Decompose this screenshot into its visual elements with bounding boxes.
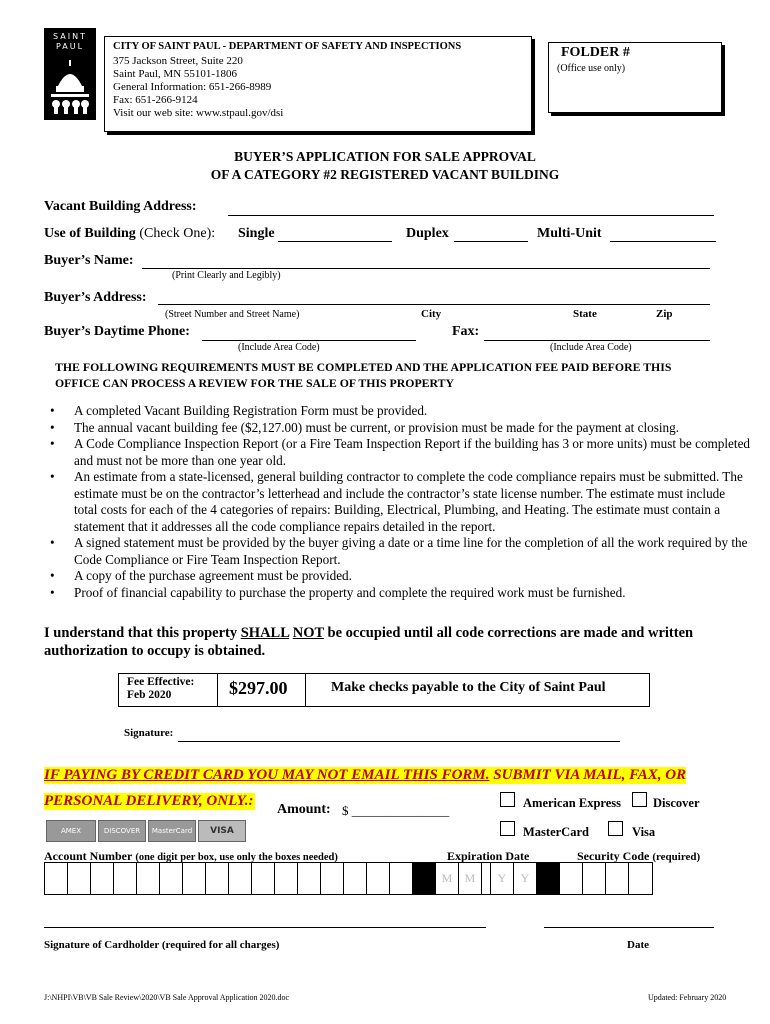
multi-unit-option-field[interactable] bbox=[610, 241, 716, 242]
department-name: CITY OF SAINT PAUL - DEPARTMENT OF SAFETY AND INSPECTIONS bbox=[113, 41, 462, 52]
security-code-hint: (required) bbox=[652, 851, 701, 863]
form-title-line1: BUYER’S APPLICATION FOR SALE APPROVAL bbox=[234, 149, 536, 164]
requirement-item: • A completed Vacant Building Registration Form must be provided. bbox=[44, 403, 750, 420]
document-path: J:\NHPI\VB\VB Sale Review\2020\VB Sale Approval Application 2020.doc bbox=[44, 993, 290, 1002]
department-address-1: 375 Jackson Street, Suite 220 bbox=[113, 55, 243, 67]
credit-card-warning-line1 bbox=[44, 767, 686, 784]
security-code-box[interactable] bbox=[560, 863, 583, 894]
discover-label: Discover bbox=[653, 796, 700, 810]
state-hint: State bbox=[573, 308, 597, 320]
occupancy-not: NOT bbox=[292, 625, 324, 641]
account-number-label: Account Number bbox=[44, 849, 133, 863]
card-digit-box[interactable] bbox=[114, 863, 137, 894]
discover-logo: DISCOVER bbox=[98, 820, 146, 842]
card-digit-box[interactable] bbox=[206, 863, 229, 894]
visa-checkbox[interactable] bbox=[608, 821, 623, 836]
amex-logo: AMEX bbox=[46, 820, 96, 842]
security-code-box[interactable] bbox=[606, 863, 629, 894]
mastercard-label: MasterCard bbox=[523, 825, 589, 839]
requirements-list bbox=[44, 403, 750, 601]
requirements-heading-1: THE FOLLOWING REQUIREMENTS MUST BE COMPLETED AND THE APPLICATION FEE PAID BEFORE THIS bbox=[55, 360, 672, 374]
checks-payable-note: Make checks payable to the City of Saint Paul bbox=[331, 680, 606, 695]
updated-date: Updated: February 2020 bbox=[648, 993, 727, 1002]
fee-divider-1 bbox=[217, 674, 218, 706]
daytime-phone-field[interactable] bbox=[202, 340, 416, 341]
signature-field[interactable] bbox=[178, 741, 620, 742]
duplex-option-field[interactable] bbox=[454, 241, 528, 242]
use-of-building-hint: (Check One): bbox=[139, 226, 216, 241]
credit-card-submit-via: SUBMIT VIA MAIL, FAX, OR bbox=[489, 767, 687, 783]
mastercard-checkbox[interactable] bbox=[500, 821, 515, 836]
fee-box bbox=[118, 673, 650, 707]
cardholder-signature-label: Signature of Cardholder (required for all charges) bbox=[44, 939, 280, 951]
card-digit-box[interactable] bbox=[344, 863, 367, 894]
street-hint: (Street Number and Street Name) bbox=[165, 309, 300, 320]
department-address-2: Saint Paul, MN 55101-1806 bbox=[113, 68, 238, 80]
requirement-item: • The annual vacant building fee ($2,127.00) must be current, or provision must be made for the payment at closing. bbox=[44, 420, 750, 437]
occupancy-shall: SHALL bbox=[240, 625, 290, 641]
exp-year-box-1[interactable]: Y bbox=[491, 863, 514, 894]
folder-note: (Office use only) bbox=[557, 63, 626, 74]
separator-box bbox=[413, 863, 436, 894]
fax-label: Fax: bbox=[452, 324, 480, 339]
duplex-option-label: Duplex bbox=[406, 226, 449, 241]
occupancy-statement-pre: I understand that this property bbox=[44, 625, 241, 641]
card-number-boxes bbox=[44, 862, 653, 895]
print-clearly-hint: (Print Clearly and Legibly) bbox=[172, 270, 281, 281]
daytime-phone-label: Buyer’s Daytime Phone: bbox=[44, 324, 190, 339]
fee-effective-label: Fee Effective: bbox=[127, 676, 195, 688]
discover-checkbox[interactable] bbox=[632, 792, 647, 807]
department-phone: General Information: 651-266-8989 bbox=[113, 81, 272, 93]
requirement-item: • A copy of the purchase agreement must be provided. bbox=[44, 568, 750, 585]
visa-label: Visa bbox=[632, 825, 656, 839]
buyer-address-field[interactable] bbox=[158, 304, 710, 305]
requirement-item: • An estimate from a state-licensed, general building contractor to complete the code compliance repairs must be submitted. The estimate must be on the contractor’s letterhead and include the contractor’s state license number. The estimate must include total costs for each of the 4 categories of repairs: Building, Electrical, Plumbing, and Heating. The estimate must contain a statement that it addresses all the code compliance repairs detailed in the report. bbox=[44, 469, 750, 535]
fax-field[interactable] bbox=[484, 340, 710, 341]
cardholder-date-field[interactable] bbox=[544, 927, 714, 928]
credit-card-warning-colon: : bbox=[248, 793, 254, 809]
form-title-line2: OF A CATEGORY #2 REGISTERED VACANT BUILDING bbox=[210, 167, 560, 182]
phone-area-code-hint: (Include Area Code) bbox=[238, 342, 320, 353]
credit-card-no-email: IF PAYING BY CREDIT CARD YOU MAY NOT EMAIL THIS FORM. bbox=[44, 767, 490, 783]
card-digit-box[interactable] bbox=[229, 863, 252, 894]
fee-divider-2 bbox=[305, 674, 306, 706]
security-code-box[interactable] bbox=[629, 863, 652, 894]
card-digit-box[interactable] bbox=[68, 863, 91, 894]
cardholder-signature-field[interactable] bbox=[44, 927, 486, 928]
card-digit-box[interactable] bbox=[275, 863, 298, 894]
occupancy-statement-post: be occupied until all code corrections are made and written bbox=[323, 625, 694, 641]
single-option-field[interactable] bbox=[278, 241, 392, 242]
expiration-date-label: Expiration Date bbox=[447, 849, 530, 863]
card-digit-box[interactable] bbox=[252, 863, 275, 894]
vacant-address-label: Vacant Building Address: bbox=[44, 199, 197, 214]
card-digit-box[interactable] bbox=[298, 863, 321, 894]
zip-hint: Zip bbox=[656, 308, 673, 320]
amount-label: Amount: bbox=[277, 802, 331, 817]
amount-field[interactable]: $ _______________ bbox=[342, 803, 450, 818]
buyer-name-label: Buyer’s Name: bbox=[44, 253, 134, 268]
card-digit-box[interactable] bbox=[183, 863, 206, 894]
city-logo bbox=[44, 28, 96, 120]
account-number-hint: (one digit per box, use only the boxes needed) bbox=[135, 852, 338, 863]
use-of-building-label: Use of Building bbox=[44, 226, 136, 241]
folder-box bbox=[548, 42, 722, 113]
occupancy-statement-line1 bbox=[44, 625, 693, 642]
buyer-address-label: Buyer’s Address: bbox=[44, 290, 147, 305]
card-digit-box[interactable] bbox=[45, 863, 68, 894]
card-digit-box[interactable] bbox=[137, 863, 160, 894]
fax-area-code-hint: (Include Area Code) bbox=[550, 342, 632, 353]
department-header-box bbox=[104, 36, 532, 132]
requirement-item: • Proof of financial capability to purchase the property and complete the required work must be furnished. bbox=[44, 585, 750, 602]
security-code-box[interactable] bbox=[583, 863, 606, 894]
folder-title: FOLDER # bbox=[561, 45, 630, 60]
multi-unit-option-label: Multi-Unit bbox=[537, 226, 602, 241]
card-digit-box[interactable] bbox=[91, 863, 114, 894]
exp-year-box-2[interactable]: Y bbox=[514, 863, 537, 894]
amex-label: American Express bbox=[523, 796, 622, 810]
separator-box bbox=[537, 863, 560, 894]
card-digit-box[interactable] bbox=[390, 863, 413, 894]
department-website[interactable]: Visit our web site: www.stpaul.gov/dsi bbox=[113, 107, 284, 119]
capitol-dome-icon bbox=[48, 56, 92, 116]
exp-month-box-1[interactable]: M bbox=[436, 863, 459, 894]
security-code-label: Security Code bbox=[577, 849, 650, 863]
buyer-name-field[interactable] bbox=[142, 268, 710, 269]
visa-logo: VISA bbox=[198, 820, 246, 842]
card-digit-box[interactable] bbox=[160, 863, 183, 894]
department-fax: Fax: 651-266-9124 bbox=[113, 94, 198, 106]
occupancy-statement-line2: authorization to occupy is obtained. bbox=[44, 643, 266, 659]
card-digit-box[interactable] bbox=[321, 863, 344, 894]
requirement-item: • A signed statement must be provided by the buyer giving a date or a time line for the completion of all the work required by the Code Compliance or Fire Team Inspection Report. bbox=[44, 535, 750, 568]
logo-text-saint: SAINT bbox=[53, 32, 87, 41]
requirements-heading-2: OFFICE CAN PROCESS A REVIEW FOR THE SALE OF THIS PROPERTY bbox=[55, 376, 455, 390]
requirement-item: • A Code Compliance Inspection Report (or a Fire Team Inspection Report if the building has 3 or more units) must be completed and must not be more than one year old. bbox=[44, 436, 750, 469]
exp-blank-box bbox=[482, 863, 491, 894]
cardholder-date-label: Date bbox=[627, 939, 649, 951]
use-of-building-row bbox=[44, 226, 215, 242]
logo-text-paul: PAUL bbox=[55, 42, 85, 51]
credit-card-personal-delivery: PERSONAL DELIVERY, ONLY. bbox=[44, 793, 249, 809]
signature-label: Signature: bbox=[124, 727, 174, 739]
amex-checkbox[interactable] bbox=[500, 792, 515, 807]
fee-amount: $297.00 bbox=[229, 678, 288, 698]
vacant-address-field[interactable] bbox=[228, 215, 714, 216]
fee-effective-date: Feb 2020 bbox=[127, 689, 172, 701]
card-digit-box[interactable] bbox=[367, 863, 390, 894]
exp-month-box-2[interactable]: M bbox=[459, 863, 482, 894]
single-option-label: Single bbox=[238, 226, 275, 241]
mastercard-logo: MasterCard bbox=[148, 820, 196, 842]
credit-card-warning-line2 bbox=[44, 793, 255, 810]
city-hint: City bbox=[421, 308, 442, 320]
